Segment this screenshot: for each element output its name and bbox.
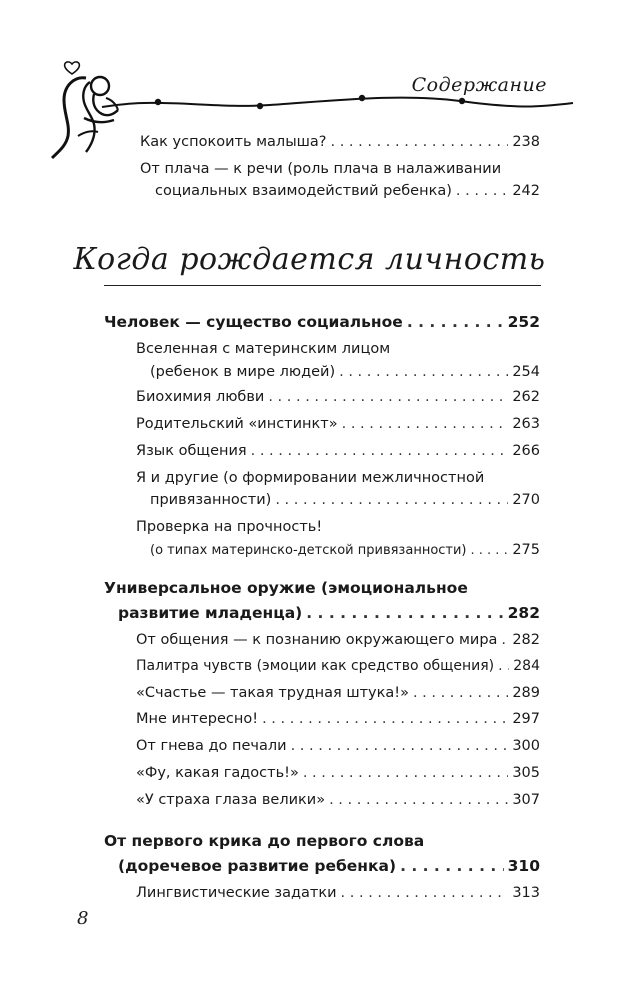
toc-entry-page: 297 xyxy=(512,711,540,727)
toc-entry-page: 313 xyxy=(512,885,540,901)
toc-entry-title: Мне интересно! xyxy=(136,711,259,727)
toc-entry[interactable] xyxy=(136,685,540,701)
dot-leader xyxy=(268,389,508,405)
toc-entry[interactable] xyxy=(136,765,540,781)
toc-entry-title-line2: привязанности) xyxy=(150,492,272,508)
toc-entry-title: «Фу, какая гадость!» xyxy=(136,765,299,781)
toc-entry-page: 307 xyxy=(512,792,540,808)
dot-leader xyxy=(331,134,509,150)
toc-entry-page: 266 xyxy=(512,443,540,459)
toc-section-entry[interactable] xyxy=(118,604,540,622)
toc-entry[interactable] xyxy=(136,885,540,901)
toc-section-page: 252 xyxy=(507,313,540,331)
dot-leader xyxy=(291,738,509,754)
toc-section-entry[interactable] xyxy=(118,857,540,875)
dot-leader xyxy=(471,543,509,558)
toc-entry-page: 282 xyxy=(512,632,540,648)
toc-entry-page: 263 xyxy=(512,416,540,432)
toc-entry[interactable] xyxy=(136,658,540,674)
toc-entry-title: Как успокоить малыша? xyxy=(140,134,327,150)
toc-section-title-line2: (доречевое развитие ребенка) xyxy=(118,857,397,875)
toc-entry[interactable] xyxy=(136,738,540,754)
dot-leader xyxy=(339,364,508,380)
dot-leader xyxy=(262,711,508,727)
toc-entry-title-line1: Я и другие (о формировании межличностной xyxy=(136,470,485,486)
page-number: 8 xyxy=(77,908,89,929)
toc-entry-title: «У страха глаза велики» xyxy=(136,792,326,808)
dot-leader xyxy=(456,183,508,199)
dot-leader xyxy=(303,765,508,781)
toc-entry[interactable] xyxy=(140,134,540,150)
toc-entry-page: 242 xyxy=(512,183,540,199)
toc-entry[interactable] xyxy=(136,632,540,648)
dot-leader xyxy=(342,416,509,432)
toc-entry-page: 254 xyxy=(512,364,540,380)
toc-entry-page: 305 xyxy=(512,765,540,781)
toc-entry-title: Лингвистические задатки xyxy=(136,885,337,901)
dot-leader xyxy=(275,492,508,508)
toc-entry-title: От общения — к познанию окружающего мира xyxy=(136,632,498,648)
dot-leader xyxy=(329,792,508,808)
toc-section-title-line2: развитие младенца) xyxy=(118,604,303,622)
toc-entry[interactable] xyxy=(136,711,540,727)
toc-entry[interactable] xyxy=(136,389,540,405)
toc-entry-title: Родительский «инстинкт» xyxy=(136,416,338,432)
toc-entry-title: Язык общения xyxy=(136,443,247,459)
toc-section-page: 282 xyxy=(507,604,540,622)
toc-entry-title-line1: Проверка на прочность! xyxy=(136,519,323,535)
toc-entry[interactable] xyxy=(150,364,540,380)
toc-entry[interactable] xyxy=(155,183,540,199)
dot-leader xyxy=(501,632,508,648)
dot-leader xyxy=(413,685,508,701)
toc-entry-page: 270 xyxy=(512,492,540,508)
toc-section-title: Человек — существо социальное xyxy=(104,313,403,331)
toc-entry-title-line2: (о типах материнско-детской привязанности) xyxy=(150,543,467,558)
toc-entry-title: Палитра чувств (эмоции как средство общения) xyxy=(136,658,495,674)
chapter-underline xyxy=(104,285,541,286)
toc-entry[interactable] xyxy=(150,542,540,558)
toc-entry-title-line2: (ребенок в мире людей) xyxy=(150,364,336,380)
toc-entry[interactable] xyxy=(150,492,540,508)
dot-leader xyxy=(251,443,509,459)
toc-entry[interactable] xyxy=(136,416,540,432)
toc-entry-page: 262 xyxy=(512,389,540,405)
running-header-title: Содержание xyxy=(411,74,547,96)
toc-section-entry[interactable] xyxy=(104,313,540,331)
toc-entry-title: От гнева до печали xyxy=(136,738,287,754)
toc-entry-page: 289 xyxy=(512,685,540,701)
dot-leader xyxy=(306,604,503,622)
toc-entry[interactable] xyxy=(136,792,540,808)
toc-section-title-line1: Универсальное оружие (эмоциональное xyxy=(104,579,468,597)
dot-leader xyxy=(341,885,509,901)
toc-entry-title: Биохимия любви xyxy=(136,389,265,405)
toc-section-title-line1: От первого крика до первого слова xyxy=(104,832,425,850)
toc-entry[interactable] xyxy=(136,443,540,459)
toc-entry-page: 275 xyxy=(512,542,540,558)
toc-entry-title-line1: От плача — к речи (роль плача в налаживании xyxy=(140,161,502,177)
toc-section-page: 310 xyxy=(507,857,540,875)
toc-entry-title: «Счастье — такая трудная штука!» xyxy=(136,685,409,701)
dot-leader xyxy=(498,658,509,674)
toc-entry-title-line1: Вселенная с материнским лицом xyxy=(136,341,391,357)
dot-leader xyxy=(407,313,504,331)
toc-entry-page: 300 xyxy=(512,738,540,754)
dot-leader xyxy=(400,857,504,875)
toc-entry-page: 238 xyxy=(512,134,540,150)
toc-entry-title-line2: социальных взаимодействий ребенка) xyxy=(155,183,452,199)
toc-entry-page: 284 xyxy=(513,658,540,674)
chapter-title: Когда рождается личность xyxy=(73,242,546,277)
